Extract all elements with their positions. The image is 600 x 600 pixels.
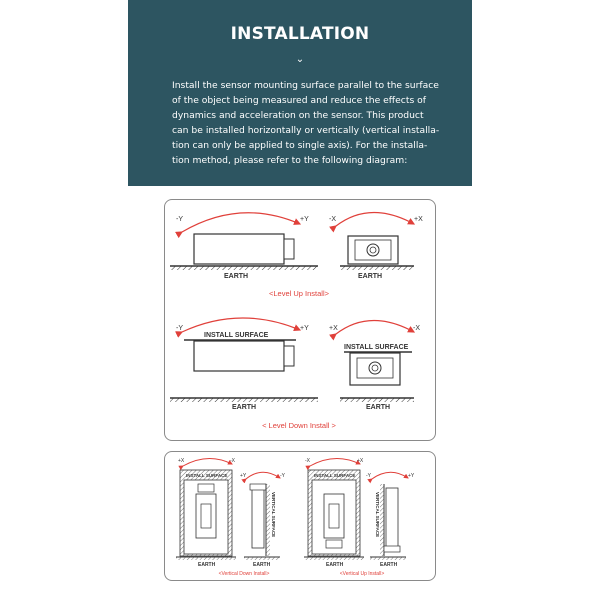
level-down-caption: < Level Down Install > — [262, 421, 336, 430]
earth-label: EARTH — [326, 562, 344, 568]
label-pos-x: +X — [357, 458, 364, 464]
label-neg-x: -X — [329, 216, 336, 223]
label-pos-x: +X — [329, 325, 338, 332]
vertical-down-front-view — [176, 458, 236, 568]
earth-label: EARTH — [232, 404, 257, 411]
vertical-up-caption: <Vertical Up Install> — [339, 571, 385, 577]
description-line: of the object being measured and reduce the effects of — [172, 94, 427, 106]
label-neg-x: -X — [413, 325, 420, 332]
vertical-surface-label: VERTICAL SURFACE — [375, 492, 380, 538]
vertical-down-caption: <Vertical Down Install> — [218, 571, 270, 577]
chevron-down-icon: ⌄ — [295, 54, 305, 65]
install-surface-label: INSTALL SURFACE — [204, 332, 269, 339]
label-neg-x: -X — [305, 458, 310, 464]
label-neg-y: -Y — [176, 325, 183, 332]
description-line: dynamics and acceleration on the sensor. This product — [172, 109, 424, 121]
vertical-up-front-view — [304, 458, 364, 568]
label-neg-x: -X — [230, 458, 235, 464]
install-surface-label: INSTALL SURFACE — [186, 473, 228, 478]
install-surface-label: INSTALL SURFACE — [344, 344, 409, 351]
description-line: can be installed horizontally or vertically (vertical installa- — [172, 124, 440, 136]
description-line: tion method, please refer to the following diagram: — [172, 154, 408, 166]
earth-label: EARTH — [380, 562, 398, 568]
earth-label: EARTH — [358, 273, 383, 280]
section-title: INSTALLATION — [230, 24, 370, 44]
earth-label: EARTH — [366, 404, 391, 411]
description-line: tion can only be applied to single axis). For the installa- — [172, 139, 428, 151]
label-pos-x: +X — [178, 458, 185, 464]
vertical-down-side-view — [240, 472, 286, 568]
label-pos-y: +Y — [240, 473, 247, 479]
label-pos-y: +Y — [300, 325, 309, 332]
vertical-surface-label: VERTICAL SURFACE — [271, 492, 276, 538]
earth-label: EARTH — [253, 562, 271, 568]
label-neg-y: -Y — [366, 473, 371, 479]
earth-label: EARTH — [198, 562, 216, 568]
label-neg-y: -Y — [176, 216, 183, 223]
label-neg-y: -Y — [280, 473, 285, 479]
description-line: Install the sensor mounting surface parallel to the surface — [172, 80, 439, 91]
install-surface-label: INSTALL SURFACE — [314, 473, 356, 478]
level-up-caption: <Level Up Install> — [268, 289, 330, 298]
label-pos-y: +Y — [300, 216, 309, 223]
label-pos-x: +X — [414, 216, 423, 223]
earth-label: EARTH — [224, 273, 249, 280]
vertical-up-side-view — [366, 472, 415, 568]
label-pos-y: +Y — [408, 473, 415, 479]
